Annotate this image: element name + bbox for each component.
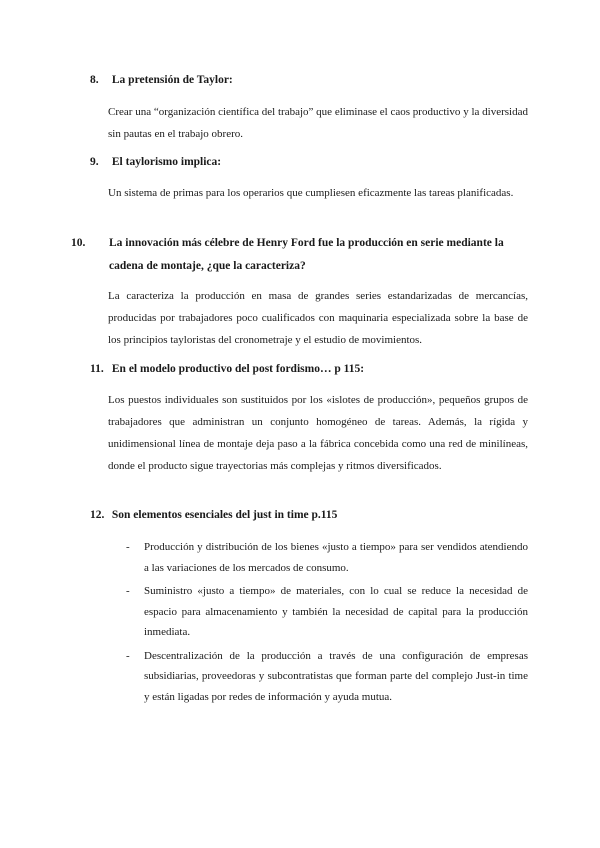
question-11-heading (90, 358, 528, 380)
list-item (126, 646, 528, 708)
list-item (126, 537, 528, 578)
bullet-marker: - (126, 649, 130, 662)
list-item (126, 581, 528, 643)
question-9-answer: Un sistema de primas para los operarios que cumpliesen eficazmente las tareas planificadas. (108, 187, 514, 199)
question-8-heading (90, 69, 528, 91)
question-10-answer: La caracteriza la producción en masa de grandes series estandarizadas de mercancías, producidas por trabajadores poco cualificados con maquinaria especializada sobre la base de los principios tayloristas del cronometraje y el estudio de movimientos. (108, 290, 528, 346)
question-number: 9. (90, 156, 99, 168)
question-title: La pretensión de Taylor: (111, 74, 233, 86)
question-12-heading (90, 504, 528, 526)
question-title: El taylorismo implica: (111, 156, 222, 168)
question-number: 8. (90, 74, 99, 86)
question-9-heading (90, 151, 528, 173)
question-title: La innovación más célebre de Henry Ford fue la producción en serie mediante la cadena de montaje, ¿que la caracteriza? (109, 237, 504, 272)
question-title: En el modelo productivo del post fordismo… p 115: (111, 363, 365, 375)
bullet-marker: - (126, 541, 130, 553)
question-number: 10. (71, 237, 86, 249)
question-number: 11. (90, 363, 104, 375)
question-10-heading (71, 232, 528, 278)
question-8-answer: Crear una “organización científica del trabajo” que eliminase el caos productivo y la diversidad sin pautas en el trabajo obrero. (108, 106, 528, 140)
just-in-time-list (126, 537, 528, 710)
list-item-text: Descentralización de la producción a través de una configuración de empresas subsidiarias, proveedoras y subcontratistas que forman parte del complejo Just-in time y están ligadas por redes de información y ayuda mutua. (144, 649, 528, 703)
question-title: Son elementos esenciales del just in time p.115 (111, 509, 338, 521)
list-item-text: Producción y distribución de los bienes «justo a tiempo» para ser vendidos atendiendo a las variaciones de los mercados de consumo. (144, 541, 528, 574)
question-11-answer: Los puestos individuales son sustituidos por los «islotes de producción», pequeños grupos de trabajadores que administran un conjunto homogéneo de tareas. Además, la rígida y unidimensional línea de montaje deja paso a la fábrica concebida como una red de minilíneas, donde el producto sigue trayectorias más complejas y ritmos diversificados. (108, 394, 528, 472)
list-item-text: Suministro «justo a tiempo» de materiales, con lo cual se reduce la necesidad de espacio para almacenamiento y también la necesidad de capital para la producción inmediata. (144, 585, 528, 638)
question-number: 12. (90, 509, 105, 521)
bullet-marker: - (126, 585, 130, 597)
